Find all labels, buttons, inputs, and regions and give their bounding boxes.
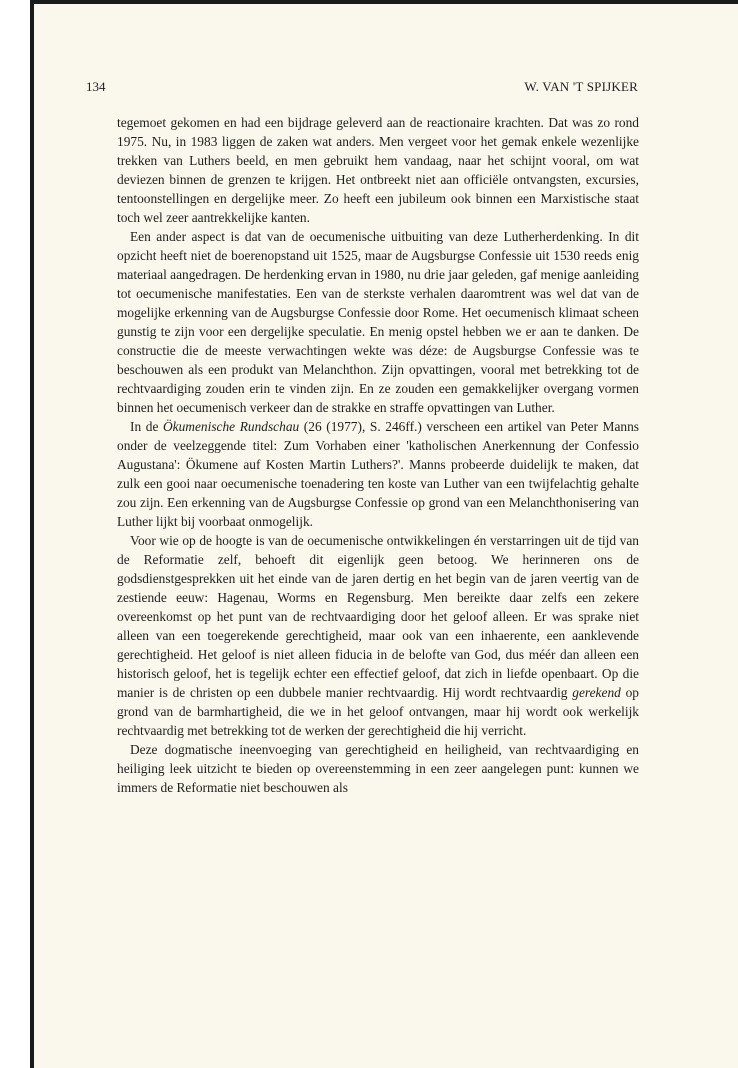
- paragraph-1: [117, 113, 639, 227]
- paragraph-2: [117, 227, 639, 417]
- paragraph-3-before: In de: [130, 419, 163, 434]
- paragraph-2-text: Een ander aspect is dat van de oecumenische uitbuiting van deze Lutherherdenking. In dit opzicht heeft niet de boerenopstand uit 1525, maar de Augsburgse Confessie uit 1530 reeds enig materiaal aangedragen. De herdenking ervan in 1980, nu drie jaar geleden, gaf menige aanleiding tot oecumenische manifestaties. Een van de sterkste verhalen daaromtrent was wel dat van de mogelijke erkenning van de Augsburgse Confessie door Rome. Het oecumenisch klimaat scheen gunstig te zijn voor een dergelijke speculatie. En menig opstel hebben we er aan te danken. De constructie die de meeste verwachtingen wekte was déze: de Augsburgse Confessie was te beschouwen als een produkt van Melanchthon. Zijn opvattingen, vooral met betrekking tot de rechtvaardiging zouden erin te vinden zijn. En ze zouden een gemakkelijker overgang vormen binnen het oecumenisch verkeer dan de strakke en straffe opvattingen van Luther.: [117, 229, 640, 415]
- paragraph-1-text: tegemoet gekomen en had een bijdrage geleverd aan de reactionaire krachten. Dat was zo rond 1975. Nu, in 1983 liggen de zaken wat anders. Men vergeet voor het gemak enkele wezenlijke trekken van Luthers beeld, en men gebruikt hem vandaag, naar het schijnt vooral, om wat deviezen binnen de grenzen te krijgen. Het ontbreekt niet aan officiële ontvangsten, excursies, tentoonstellingen en dergelijke meer. Zo heeft een jubileum ook binnen een Marxistische staat toch wel zeer aantrekkelijke kanten.: [117, 115, 639, 225]
- paragraph-4-text: Voor wie op de hoogte is van de oecumenische ontwikkelingen én verstarringen uit de tijd van de Reformatie zelf, behoeft dit eigenlijk geen betoog. We herinneren ons de godsdienstgesprekken uit het einde van de jaren dertig en het begin van de jaren veertig van de zestiende eeuw: Hagenau, Worms en Regensburg. Men bereikte daar zelfs een zekere overeenkomst op het punt van de rechtvaardiging door het geloof alleen. Er was sprake niet alleen van een toegerekende gerechtigheid, maar ook van een inhaerente, een aanklevende gerechtigheid. Het geloof is niet alleen fiducia in de belofte van God, dus méér dan alleen een historisch geloof, het is tegelijk echter een effectief geloof, dat zich in liefde openbaart. Op die manier is de christen op een dubbele manier rechtvaardig. Hij wordt rechtvaardig: [117, 533, 639, 700]
- journal-title: Ökumenische Rundschau: [162, 419, 300, 434]
- running-header: [86, 79, 638, 95]
- paragraph-5-text: Deze dogmatische ineenvoeging van gerechtigheid en heiligheid, van rechtvaardiging en heiliging leek uitzicht te bieden op overeenstemming in een zeer aangelegen punt: kunnen we immers de Reformatie niet beschouwen als: [117, 742, 639, 795]
- italic-gerekend: gerekend: [572, 685, 621, 700]
- paragraph-3-after: (26 (1977), S. 246ff.) verscheen een artikel van Peter Manns onder de veelzeggende titel: Zum Vorhaben einer 'katholischen Anerkennung der Confessio Augustana': Ökumene auf Kosten Martin Luthers?'. Manns probeerde duidelijk te maken, dat zulk een gooi naar oecumenische toenadering ten koste van Luther van een twijfelachtig gehalte zou zijn. Een erkenning van de Augsburgse Confessie op grond van een Melanchthonisering van Luther lijkt bij voorbaat onmogelijk.: [117, 419, 639, 529]
- running-head-author: W. VAN 'T SPIJKER: [524, 79, 638, 94]
- paragraph-5: [117, 740, 639, 797]
- page-number: 134: [86, 79, 106, 94]
- paragraph-4-continuation: op grond van de barmhartigheid, die we in het geloof ontvangen, maar hij wordt ook werkelijk rechtvaardig met betrekking tot de werken der gerechtigheid die hij verricht.: [117, 685, 639, 738]
- paragraph-3: [117, 417, 639, 531]
- body-text: [117, 113, 639, 797]
- paragraph-4: [117, 531, 639, 740]
